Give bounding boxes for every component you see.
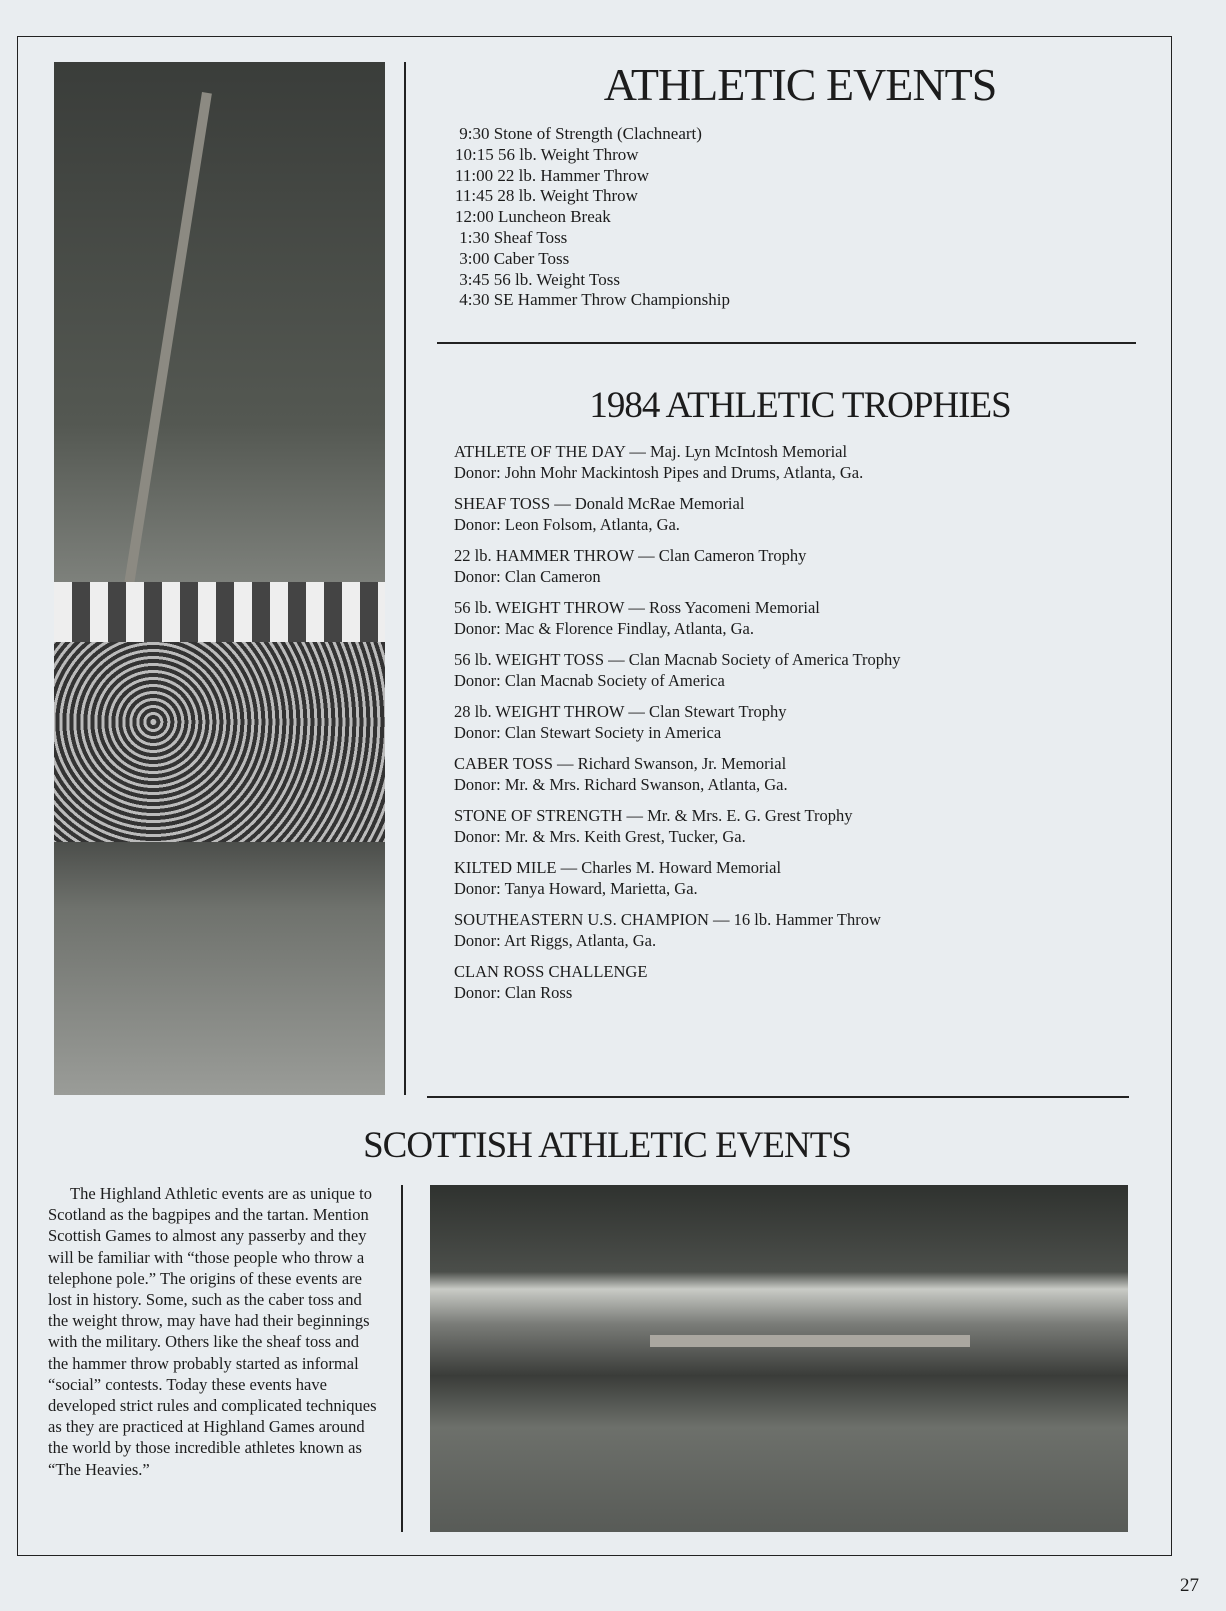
caber-log — [650, 1335, 970, 1347]
schedule-item: 11:00 22 lb. Hammer Throw — [455, 165, 650, 185]
column-divider — [404, 62, 406, 1095]
trophy-donor: Donor: Clan Cameron — [454, 566, 601, 586]
trophy-award: CLAN ROSS CHALLENGE — [454, 961, 648, 981]
schedule-item: 11:45 28 lb. Weight Throw — [455, 186, 638, 206]
trophy-donor: Donor: Clan Ross — [454, 982, 573, 1002]
schedule-item: 4:30 SE Hammer Throw Championship — [455, 290, 730, 310]
trophy-award: STONE OF STRENGTH — Mr. & Mrs. E. G. Grest Trophy — [454, 805, 853, 825]
event-schedule — [455, 124, 730, 311]
trophy-donor: Donor: John Mohr Mackintosh Pipes and Drums, Atlanta, Ga. — [454, 462, 864, 482]
trophy-donor: Donor: Leon Folsom, Atlanta, Ga. — [454, 514, 680, 534]
trophy-entry — [454, 494, 901, 536]
trophy-donor: Donor: Art Riggs, Atlanta, Ga. — [454, 930, 657, 950]
schedule-item: 3:45 56 lb. Weight Toss — [455, 269, 620, 289]
trophy-entry — [454, 962, 901, 1004]
trophy-entry — [454, 910, 901, 952]
trophy-entry — [454, 650, 901, 692]
trophy-entry — [454, 806, 901, 848]
trophy-award: 56 lb. WEIGHT TOSS — Clan Macnab Society of America Trophy — [454, 649, 901, 669]
caber-carry-photo — [430, 1185, 1128, 1532]
trophy-award: 28 lb. WEIGHT THROW — Clan Stewart Trophy — [454, 701, 787, 721]
scottish-events-title: SCOTTISH ATHLETIC EVENTS — [363, 1125, 851, 1166]
trophy-entry — [454, 442, 901, 484]
tent-stripes — [54, 582, 385, 642]
schedule-item: 1:30 Sheaf Toss — [455, 227, 568, 247]
trophy-list — [454, 442, 901, 1014]
trophy-award: ATHLETE OF THE DAY — Maj. Lyn McIntosh Memorial — [454, 442, 848, 461]
schedule-item: 12:00 Luncheon Break — [455, 207, 611, 227]
trophy-donor: Donor: Mac & Florence Findlay, Atlanta, Ga. — [454, 618, 754, 638]
crowd — [54, 642, 385, 842]
scottish-events-paragraph: The Highland Athletic events are as unique to Scotland as the bagpipes and the tartan. Mention Scottish Games to almost any passerby and they will be familiar with “those people who throw a telephone pole.” The origins of these events are lost in history. Some, such as the caber toss and the weight throw, may have had their beginnings with the military. Others like the sheaf toss and the hammer throw probably started as informal “social” contests. Today these events have developed strict rules and complicated techniques as they are practiced at Highland Games around the world by those incredible athletes known as “The Heavies.” — [48, 1184, 377, 1479]
trophy-award: 56 lb. WEIGHT THROW — Ross Yacomeni Memorial — [454, 597, 820, 617]
trophy-award: CABER TOSS — Richard Swanson, Jr. Memorial — [454, 753, 787, 773]
trophy-donor: Donor: Clan Macnab Society of America — [454, 670, 725, 690]
trophy-award: 22 lb. HAMMER THROW — Clan Cameron Trophy — [454, 545, 807, 565]
caber-toss-photo — [54, 62, 385, 1095]
trophy-donor: Donor: Tanya Howard, Marietta, Ga. — [454, 878, 698, 898]
schedule-item: 9:30 Stone of Strength (Clachneart) — [455, 124, 702, 143]
trophy-entry — [454, 754, 901, 796]
page-number: 27 — [1180, 1575, 1199, 1596]
trophy-award: SOUTHEASTERN U.S. CHAMPION — 16 lb. Hammer Throw — [454, 909, 881, 929]
schedule-item: 10:15 56 lb. Weight Throw — [455, 144, 639, 164]
trophy-entry — [454, 598, 901, 640]
section-rule — [427, 1096, 1129, 1098]
schedule-item: 3:00 Caber Toss — [455, 248, 570, 268]
trophies-title: 1984 ATHLETIC TROPHIES — [589, 385, 1011, 426]
trophy-entry — [454, 546, 901, 588]
section-rule — [437, 342, 1136, 344]
trophy-donor: Donor: Mr. & Mrs. Richard Swanson, Atlanta, Ga. — [454, 774, 788, 794]
trophy-donor: Donor: Clan Stewart Society in America — [454, 722, 722, 742]
trophy-donor: Donor: Mr. & Mrs. Keith Grest, Tucker, Ga. — [454, 826, 746, 846]
trophy-award: KILTED MILE — Charles M. Howard Memorial — [454, 857, 782, 877]
trophy-award: SHEAF TOSS — Donald McRae Memorial — [454, 493, 745, 513]
column-divider — [401, 1185, 403, 1532]
trophy-entry — [454, 702, 901, 744]
trophy-entry — [454, 858, 901, 900]
athletic-events-title: ATHLETIC EVENTS — [603, 59, 997, 110]
